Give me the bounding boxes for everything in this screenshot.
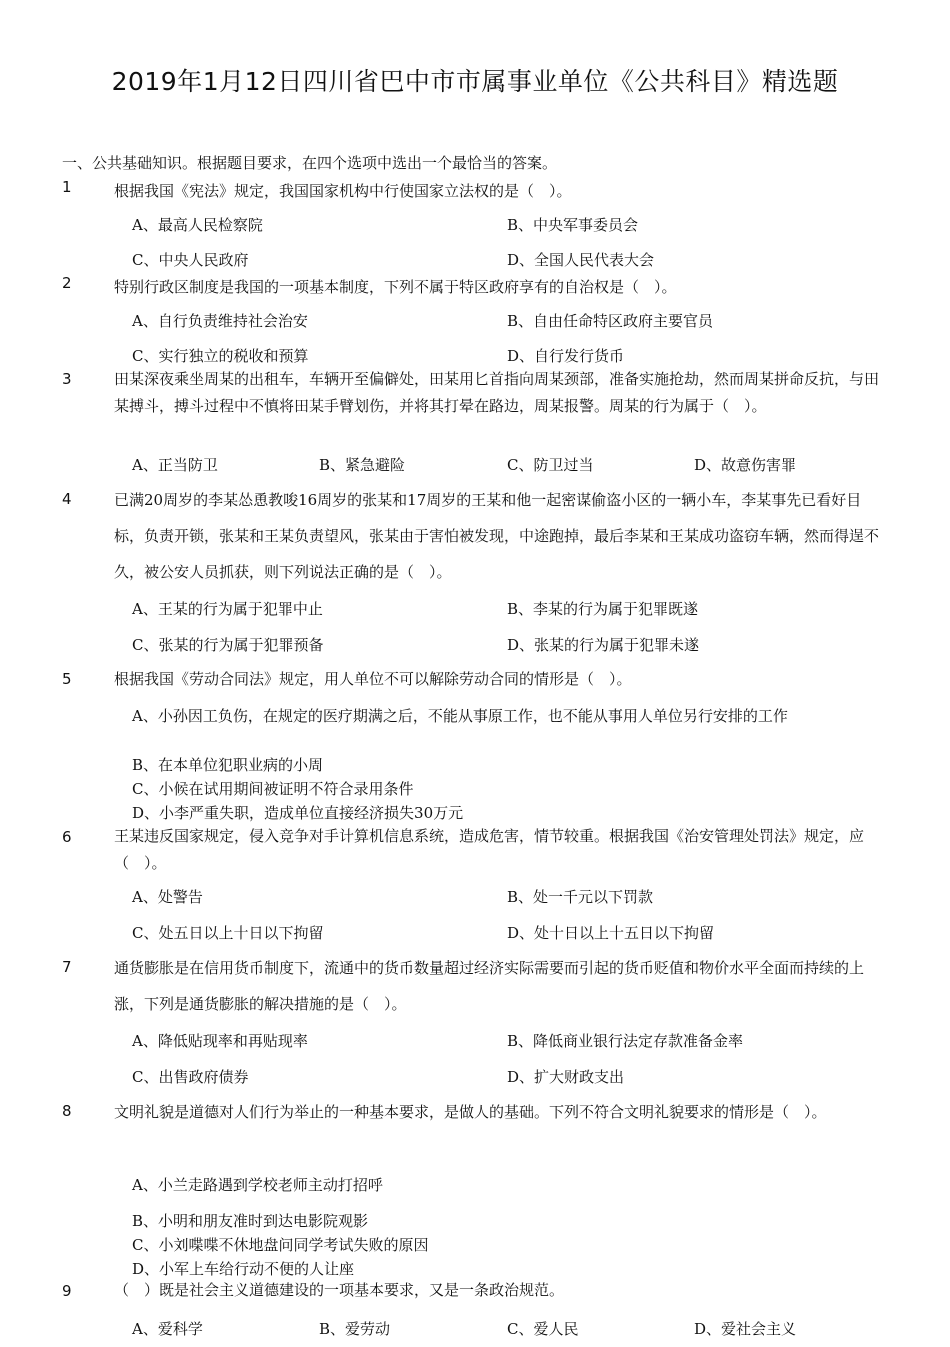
- option-a: A、处警告: [132, 888, 203, 906]
- question-stem: 文明礼貌是道德对人们行为举止的一种基本要求，是做人的基础。下列不符合文明礼貌要求的情形是（ ）。: [114, 1103, 827, 1121]
- question-stem: 王某违反国家规定，侵入竞争对手计算机信息系统，造成危害，情节较重。根据我国《治安管理处罚法》规定，应（ ）。: [114, 827, 865, 872]
- question-number: 8: [62, 1102, 72, 1120]
- option-a: A、最高人民检察院: [132, 216, 263, 234]
- question-stem: 已满20周岁的李某怂恿教唆16周岁的张某和17周岁的王某和他一起密谋偷盗小区的一辆小车，李某事先已看好目标，负责开锁，张某和王某负责望风，张某由于害怕被发现，中途跑掉，最后李某和王某成功盗窃车辆，然而得逞不久，被公安人员抓获，则下列说法正确的是（ ）。: [114, 491, 880, 581]
- option-c: C、实行独立的税收和预算: [132, 347, 309, 365]
- option-d: D、小李严重失职，造成单位直接经济损失30万元: [132, 804, 464, 822]
- option-b: B、在本单位犯职业病的小周: [132, 756, 324, 774]
- option-b: B、爱劳动: [319, 1320, 391, 1338]
- question-number: 3: [62, 370, 72, 388]
- option-c: C、爱人民: [507, 1320, 579, 1338]
- question-stem: 根据我国《劳动合同法》规定，用人单位不可以解除劳动合同的情形是（ ）。: [114, 670, 632, 688]
- option-b: B、中央军事委员会: [507, 216, 639, 234]
- option-b: B、李某的行为属于犯罪既遂: [507, 600, 699, 618]
- option-a: A、正当防卫: [132, 456, 218, 474]
- option-b: B、小明和朋友准时到达电影院观影: [132, 1212, 369, 1230]
- question-stem: 通货膨胀是在信用货币制度下，流通中的货币数量超过经济实际需要而引起的货币贬值和物价水平全面而持续的上涨，下列是通货膨胀的解决措施的是（ ）。: [114, 959, 865, 1013]
- option-c: C、出售政府债券: [132, 1068, 249, 1086]
- option-d: D、爱社会主义: [694, 1320, 797, 1338]
- question-number: 7: [62, 958, 72, 976]
- question-number: 1: [62, 178, 72, 196]
- page-title: 2019年1月12日四川省巴中市市属事业单位《公共科目》精选题: [111, 67, 839, 96]
- option-a: A、王某的行为属于犯罪中止: [132, 600, 323, 618]
- option-b: B、处一千元以下罚款: [507, 888, 654, 906]
- option-a: A、爱科学: [132, 1320, 203, 1338]
- option-a: A、降低贴现率和再贴现率: [132, 1032, 308, 1050]
- option-a: A、小孙因工负伤，在规定的医疗期满之后，不能从事原工作，也不能从事用人单位另行安排的工作: [132, 707, 788, 725]
- question-number: 5: [62, 670, 72, 688]
- option-a: A、小兰走路遇到学校老师主动打招呼: [132, 1176, 383, 1194]
- option-b: B、自由任命特区政府主要官员: [507, 312, 714, 330]
- option-b: B、紧急避险: [319, 456, 406, 474]
- option-c: C、小刘喋喋不休地盘问同学考试失败的原因: [132, 1236, 429, 1254]
- question-number: 9: [62, 1282, 72, 1300]
- option-a: A、自行负责维持社会治安: [132, 312, 308, 330]
- option-c: C、处五日以上十日以下拘留: [132, 924, 324, 942]
- question-stem: （ ）既是社会主义道德建设的一项基本要求，又是一条政治规范。: [114, 1281, 565, 1299]
- option-b: B、降低商业银行法定存款准备金率: [507, 1032, 744, 1050]
- option-d: D、扩大财政支出: [507, 1068, 625, 1086]
- option-d: D、张某的行为属于犯罪未遂: [507, 636, 700, 654]
- option-d: D、处十日以上十五日以下拘留: [507, 924, 715, 942]
- option-c: C、小候在试用期间被证明不符合录用条件: [132, 780, 414, 798]
- option-c: C、防卫过当: [507, 456, 594, 474]
- option-d: D、自行发行货币: [507, 347, 625, 365]
- option-c: C、张某的行为属于犯罪预备: [132, 636, 324, 654]
- option-d: D、全国人民代表大会: [507, 251, 655, 269]
- option-d: D、小军上车给行动不便的人让座: [132, 1260, 355, 1278]
- question-stem: 特别行政区制度是我国的一项基本制度，下列不属于特区政府享有的自治权是（ ）。: [114, 278, 677, 296]
- option-c: C、中央人民政府: [132, 251, 249, 269]
- section-heading: 一、公共基础知识。根据题目要求，在四个选项中选出一个最恰当的答案。: [62, 154, 558, 172]
- question-stem: 根据我国《宪法》规定，我国国家机构中行使国家立法权的是（ ）。: [114, 182, 572, 200]
- question-number: 2: [62, 274, 72, 292]
- question-stem: 田某深夜乘坐周某的出租车，车辆开至偏僻处，田某用匕首指向周某颈部，准备实施抢劫，然而周某拼命反抗，与田某搏斗，搏斗过程中不慎将田某手臂划伤，并将其打晕在路边，周某报警。周某的行为属于（ ）。: [114, 370, 880, 415]
- question-number: 6: [62, 828, 72, 846]
- question-number: 4: [62, 490, 72, 508]
- option-d: D、故意伤害罪: [694, 456, 797, 474]
